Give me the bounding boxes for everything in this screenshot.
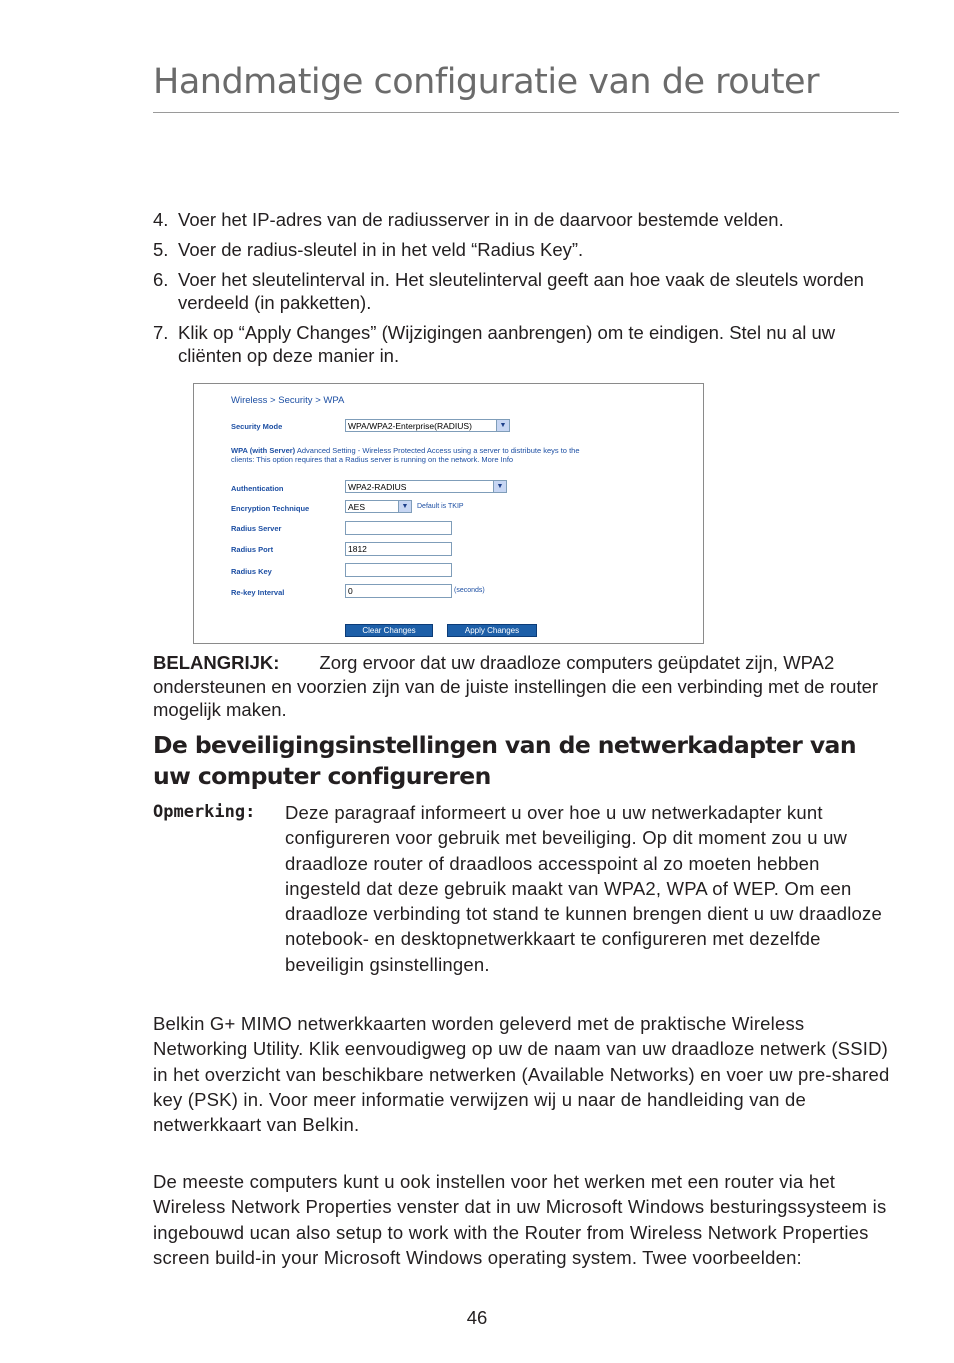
wpa-settings-screenshot bbox=[193, 383, 704, 644]
remark-text: Deze paragraaf informeert u over hoe u uw netwerkadapter kunt configureren voor gebruik met beveiliging. Op dit moment zou u uw draadloze router of draadloos accesspoint al zo moeten hebben ingesteld dat deze gebruik maakt van WPA2, WPA of WEP. Om een draadloze verbinding tot stand te kunnen brengen dient u uw draadloze notebook- en desktopnetwerkkaart te configureren met dezelfde beveiligin gsinstellingen. bbox=[285, 802, 882, 975]
radius-port-label: Radius Port bbox=[231, 545, 274, 554]
security-mode-select[interactable] bbox=[345, 419, 510, 432]
wpa-description bbox=[231, 446, 671, 464]
paragraph-windows-properties: De meeste computers kunt u ook instellen voor het werken met een router via het Wireless Network Properties venster dat in uw Microsoft Windows besturingssysteem is ingebouwd ucan also setup to work with the Router from Wireless Network Properties screen build-in your Microsoft Windows operating system. Twee voorbeelden: bbox=[153, 1171, 887, 1268]
step-number: 7. bbox=[153, 322, 169, 343]
rekey-interval-label: Re-key Interval bbox=[231, 588, 285, 597]
page-title: Handmatige configuratie van de router bbox=[153, 62, 819, 102]
section-heading: De beveiligingsinstellingen van de netwerkadapter van uw computer configureren bbox=[153, 731, 856, 790]
remark-label: Opmerking: bbox=[153, 802, 256, 822]
chevron-down-icon: ▼ bbox=[496, 420, 509, 431]
step-text: Voer de radius-sleutel in in het veld “Radius Key”. bbox=[178, 239, 584, 260]
step-number: 5. bbox=[153, 239, 169, 260]
encryption-value: AES bbox=[348, 502, 366, 512]
security-mode-label: Security Mode bbox=[231, 422, 283, 431]
security-mode-value: WPA/WPA2-Enterprise(RADIUS) bbox=[348, 421, 472, 431]
breadcrumb[interactable]: Wireless > Security > WPA bbox=[231, 395, 345, 406]
list-item bbox=[153, 238, 899, 261]
important-text: Zorg ervoor dat uw draadloze computers geüpdatet zijn, WPA2 ondersteunen en voorzien zijn van de juiste instellingen die een verbinding met de router mogelijk maken. bbox=[153, 652, 879, 720]
chevron-down-icon: ▼ bbox=[398, 501, 411, 512]
important-note bbox=[153, 651, 899, 722]
list-item bbox=[153, 208, 899, 231]
title-divider bbox=[153, 112, 899, 113]
radius-key-label: Radius Key bbox=[231, 567, 272, 576]
authentication-label: Authentication bbox=[231, 484, 284, 493]
paragraph-belkin-utility: Belkin G+ MIMO netwerkkaarten worden geleverd met de praktische Wireless Networking Utility. Klik eenvoudigweg op uw de naam van uw draadloze netwerk (SSID) in het overzicht van beschikbare netwerken (Available Networks) en voer uw pre-shared key (PSK) in. Voor meer informatie verwijzen wij u naar de handleiding van de netwerkkaart van Belkin. bbox=[153, 1013, 890, 1136]
step-text: Voer het sleutelinterval in. Het sleutelinterval geeft aan hoe vaak de sleutels worden verdeeld (in pakketten). bbox=[178, 269, 864, 313]
clear-changes-button[interactable]: Clear Changes bbox=[345, 624, 433, 637]
chevron-down-icon: ▼ bbox=[493, 481, 506, 492]
authentication-select[interactable] bbox=[345, 480, 507, 493]
encryption-default-note: Default is TKIP bbox=[417, 503, 464, 510]
rekey-unit: (seconds) bbox=[454, 587, 485, 594]
description-line1: Advanced Setting - Wireless Protected Access using a server to distribute keys to the bbox=[295, 446, 580, 455]
radius-server-input[interactable] bbox=[345, 521, 452, 535]
description-title: WPA (with Server) bbox=[231, 446, 296, 455]
step-number: 4. bbox=[153, 209, 169, 230]
important-label: BELANGRIJK: bbox=[153, 652, 280, 673]
page-number: 46 bbox=[466, 1307, 488, 1328]
list-item bbox=[153, 268, 899, 314]
step-text: Klik op “Apply Changes” (Wijzigingen aanbrengen) om te eindigen. Stel nu al uw cliënten op deze manier in. bbox=[178, 322, 836, 366]
description-line2: clients: This option requires that a Radius server is running on the network. More Info bbox=[231, 455, 514, 464]
step-text: Voer het IP-adres van de radiusserver in in de daarvoor bestemde velden. bbox=[178, 209, 784, 230]
radius-key-input[interactable] bbox=[345, 563, 452, 577]
encryption-select[interactable] bbox=[345, 500, 412, 513]
radius-port-input[interactable]: 1812 bbox=[345, 542, 452, 556]
rekey-interval-input[interactable]: 0 bbox=[345, 584, 452, 598]
steps-list bbox=[153, 208, 899, 374]
authentication-value: WPA2-RADIUS bbox=[348, 482, 407, 492]
apply-changes-button[interactable]: Apply Changes bbox=[447, 624, 537, 637]
step-number: 6. bbox=[153, 269, 169, 290]
list-item bbox=[153, 321, 899, 367]
encryption-label: Encryption Technique bbox=[231, 504, 310, 513]
radius-server-label: Radius Server bbox=[231, 524, 282, 533]
